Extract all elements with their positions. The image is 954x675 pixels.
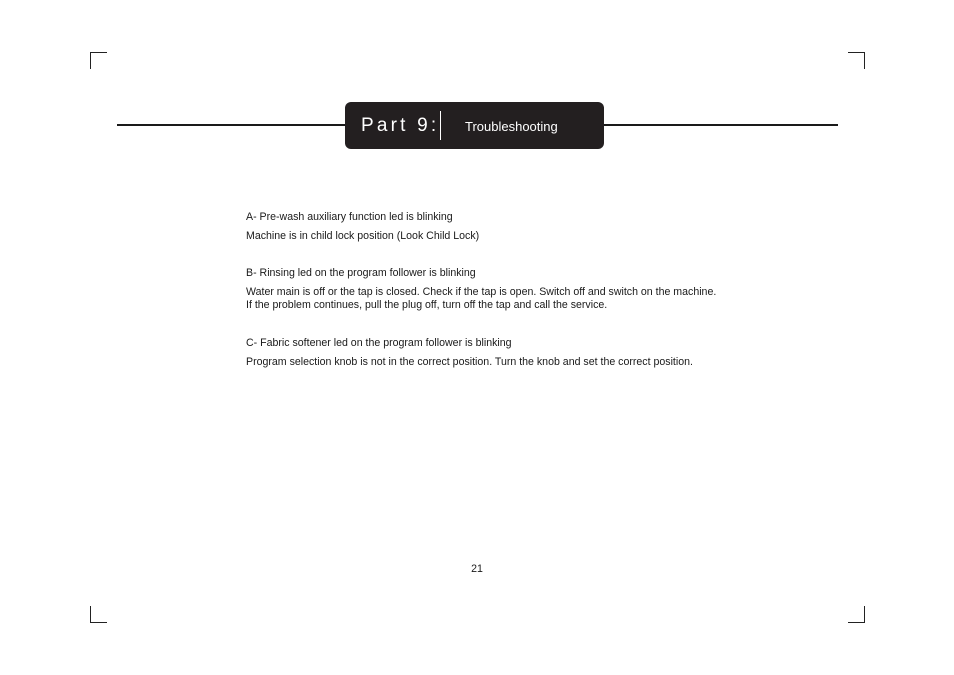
section-title: Troubleshooting xyxy=(465,119,558,134)
item-b-line-1: Water main is off or the tap is closed. Check if the tap is open. Switch off and switch on the machine. xyxy=(246,286,717,298)
section-header xyxy=(345,102,604,149)
page-number: 21 xyxy=(471,563,483,575)
part-label: Part 9: xyxy=(361,115,440,136)
item-c-line-1: Program selection knob is not in the correct position. Turn the knob and set the correct position. xyxy=(246,356,693,368)
crop-mark-top-right xyxy=(848,52,865,69)
troubleshooting-item-a xyxy=(246,211,479,243)
crop-mark-bottom-right xyxy=(848,606,865,623)
troubleshooting-item-b xyxy=(246,267,716,312)
crop-mark-top-left xyxy=(90,52,107,69)
troubleshooting-item-c xyxy=(246,337,693,369)
item-c-heading: C- Fabric softener led on the program follower is blinking xyxy=(246,337,512,349)
crop-mark-bottom-left xyxy=(90,606,107,623)
header-divider xyxy=(440,111,441,140)
item-b-heading: B- Rinsing led on the program follower is blinking xyxy=(246,267,476,279)
item-a-line-1: Machine is in child lock position (Look Child Lock) xyxy=(246,230,480,242)
item-b-line-2: If the problem continues, pull the plug off, turn off the tap and call the service. xyxy=(246,299,608,311)
item-a-heading: A- Pre-wash auxiliary function led is blinking xyxy=(246,211,453,223)
